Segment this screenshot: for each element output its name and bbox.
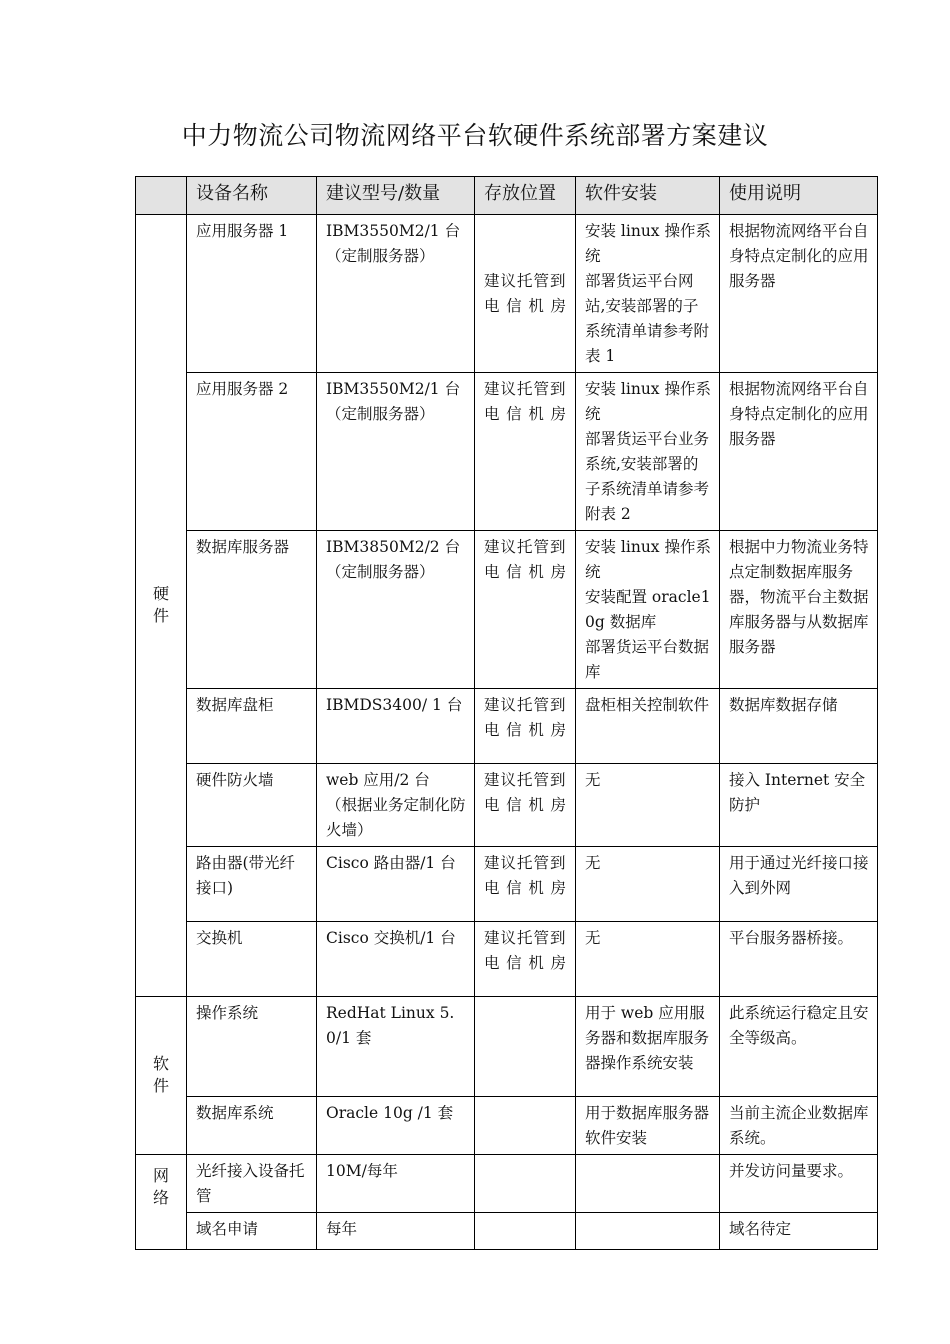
cell-location: 建议托管到电信机房	[475, 531, 576, 689]
table-row	[136, 689, 878, 764]
cell-location: 建议托管到电信机房	[475, 764, 576, 847]
category-hardware	[136, 215, 187, 997]
cell-model: IBM3550M2/1 台 （定制服务器）	[317, 215, 475, 373]
header-blank	[136, 177, 187, 215]
table-row	[136, 847, 878, 922]
cell-software: 用于 web 应用服务器和数据库服务器操作系统安装	[576, 997, 720, 1097]
cell-device-name: 应用服务器 1	[187, 215, 317, 373]
cell-software: 安装 linux 操作系统 部署货运平台业务系统,安装部署的子系统清单请参考附表 2	[576, 373, 720, 531]
table-row	[136, 997, 878, 1097]
document-title: 中力物流公司物流网络平台软硬件系统部署方案建议	[181, 121, 769, 150]
cell-device-name: 数据库盘柜	[187, 689, 317, 764]
cell-location	[475, 1213, 576, 1250]
category-network	[136, 1155, 187, 1250]
cell-usage: 此系统运行稳定且安全等级高。	[720, 997, 878, 1097]
table-header-row	[136, 177, 878, 215]
cell-model: 10M/每年	[317, 1155, 475, 1213]
cell-usage: 根据物流网络平台自身特点定制化的应用服务器	[720, 215, 878, 373]
table-row	[136, 531, 878, 689]
cell-location: 建议托管到电信机房	[475, 922, 576, 997]
cell-location: 建议托管到电信机房	[475, 373, 576, 531]
cell-location	[475, 1097, 576, 1155]
cell-usage: 并发访问量要求。	[720, 1155, 878, 1213]
cell-device-name: 路由器(带光纤接口)	[187, 847, 317, 922]
cell-location: 建议托管到电信机房	[475, 689, 576, 764]
category-label: 网络	[152, 1166, 169, 1207]
cell-usage: 根据物流网络平台自身特点定制化的应用服务器	[720, 373, 878, 531]
cell-usage: 域名待定	[720, 1213, 878, 1250]
cell-model: RedHat Linux 5.0/1 套	[317, 997, 475, 1097]
cell-device-name: 应用服务器 2	[187, 373, 317, 531]
table-row	[136, 373, 878, 531]
cell-location: 建议托管到电信机房	[475, 215, 576, 373]
cell-usage: 接入 Internet 安全防护	[720, 764, 878, 847]
deployment-table	[135, 176, 878, 1250]
table-row	[136, 215, 878, 373]
cell-device-name: 数据库系统	[187, 1097, 317, 1155]
cell-device-name: 硬件防火墙	[187, 764, 317, 847]
cell-model: IBM3550M2/1 台 （定制服务器）	[317, 373, 475, 531]
cell-location	[475, 997, 576, 1097]
cell-usage: 用于通过光纤接口接入到外网	[720, 847, 878, 922]
cell-software: 盘柜相关控制软件	[576, 689, 720, 764]
cell-software: 无	[576, 847, 720, 922]
cell-model: Oracle 10g /1 套	[317, 1097, 475, 1155]
cell-device-name: 操作系统	[187, 997, 317, 1097]
category-software	[136, 997, 187, 1155]
cell-location: 建议托管到电信机房	[475, 847, 576, 922]
cell-usage: 当前主流企业数据库系统。	[720, 1097, 878, 1155]
cell-software	[576, 1213, 720, 1250]
header-usage: 使用说明	[720, 177, 878, 215]
table-row	[136, 1213, 878, 1250]
cell-model: IBM3850M2/2 台 （定制服务器）	[317, 531, 475, 689]
cell-model: Cisco 路由器/1 台	[317, 847, 475, 922]
category-label: 软件	[152, 1053, 169, 1095]
cell-device-name: 域名申请	[187, 1213, 317, 1250]
header-software: 软件安装	[576, 177, 720, 215]
cell-device-name: 数据库服务器	[187, 531, 317, 689]
cell-usage: 根据中力物流业务特点定制数据库服务器，物流平台主数据库服务器与从数据库服务器	[720, 531, 878, 689]
cell-model: web 应用/2 台 （根据业务定制化防火墙）	[317, 764, 475, 847]
cell-usage: 数据库数据存储	[720, 689, 878, 764]
cell-device-name: 光纤接入设备托管	[187, 1155, 317, 1213]
table-row	[136, 764, 878, 847]
cell-location	[475, 1155, 576, 1213]
header-device-name: 设备名称	[187, 177, 317, 215]
cell-software: 用于数据库服务器软件安装	[576, 1097, 720, 1155]
cell-model: 每年	[317, 1213, 475, 1250]
cell-model: Cisco 交换机/1 台	[317, 922, 475, 997]
cell-software	[576, 1155, 720, 1213]
cell-software: 安装 linux 操作系统 部署货运平台网站,安装部署的子系统清单请参考附表 1	[576, 215, 720, 373]
table-row	[136, 922, 878, 997]
cell-model: IBMDS3400/ 1 台	[317, 689, 475, 764]
category-label: 硬件	[152, 583, 169, 625]
cell-software: 无	[576, 922, 720, 997]
cell-device-name: 交换机	[187, 922, 317, 997]
table-row	[136, 1155, 878, 1213]
header-model-qty: 建议型号/数量	[317, 177, 475, 215]
header-location: 存放位置	[475, 177, 576, 215]
cell-usage: 平台服务器桥接。	[720, 922, 878, 997]
table-row	[136, 1097, 878, 1155]
cell-software: 无	[576, 764, 720, 847]
cell-software: 安装 linux 操作系统 安装配置 oracle10g 数据库 部署货运平台数据库	[576, 531, 720, 689]
